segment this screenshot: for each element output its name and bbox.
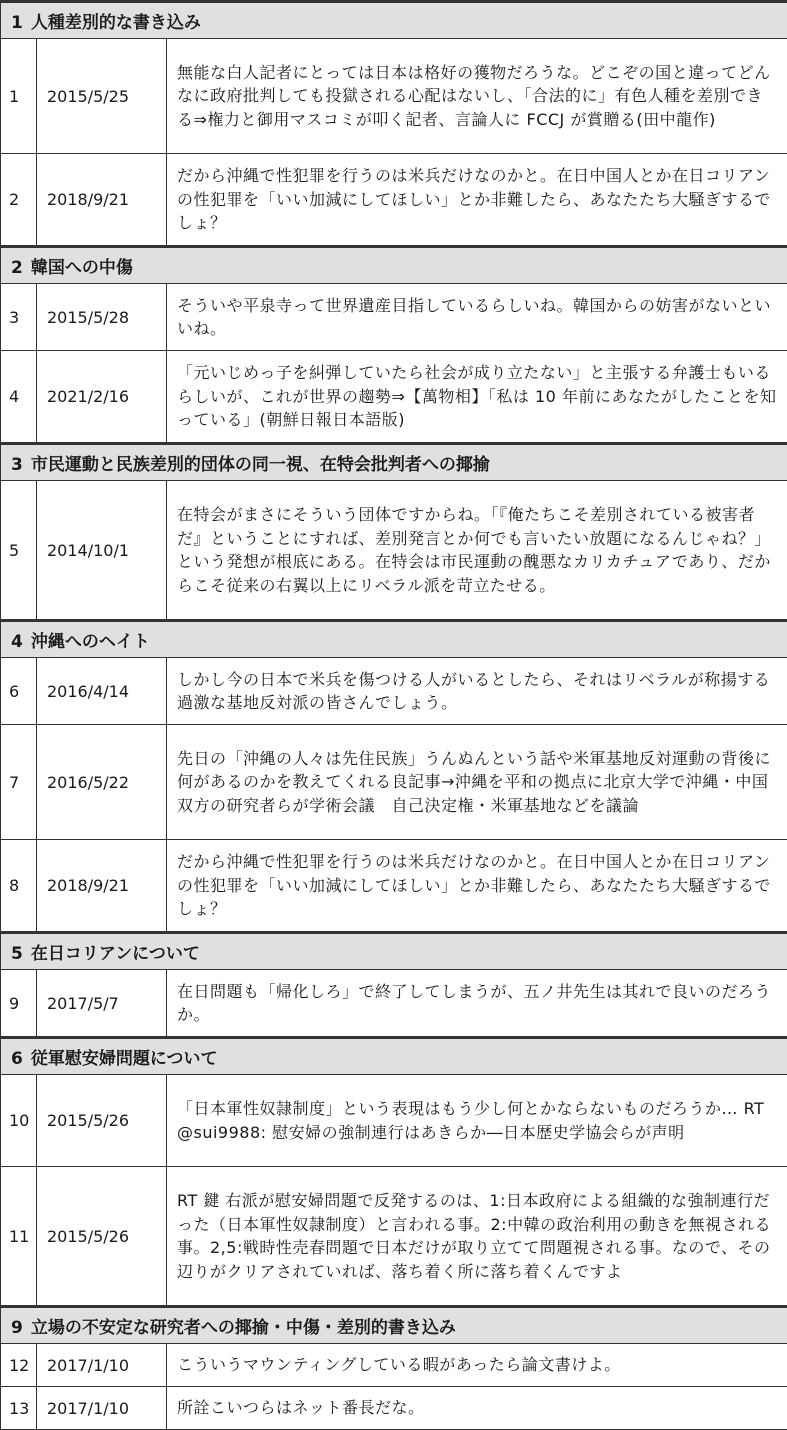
row-number: 8 [1, 840, 37, 933]
section-title: 立場の不安定な研究者への揶揄・中傷・差別的書き込み [31, 1318, 456, 1338]
row-date: 2018/9/21 [37, 840, 167, 933]
row-number: 6 [1, 658, 37, 725]
row-date: 2018/9/21 [37, 154, 167, 247]
section-header [1, 1038, 787, 1075]
section-header [1, 2, 787, 39]
row-text: 「日本軍性奴隷制度」という表現はもう少し何とかならないものだろうか… RT @sui9988: 慰安婦の強制連行はあきらか―日本歴史学協会らが声明 [167, 1075, 787, 1167]
row-text: だから沖縄で性犯罪を行うのは米兵だけなのかと。在日中国人とか在日コリアンの性犯罪を「いい加減にしてほしい」とか非難したら、あなたたち大騒ぎするでしょ？ [167, 154, 787, 247]
section-header [1, 1307, 787, 1344]
row-date: 2021/2/16 [37, 351, 167, 444]
row-date: 2017/5/7 [37, 970, 167, 1038]
row-number: 5 [1, 481, 37, 621]
row-date: 2016/5/22 [37, 725, 167, 840]
table-row [1, 725, 787, 840]
table-row [1, 351, 787, 444]
row-date: 2015/5/25 [37, 39, 167, 154]
section-title: 韓国への中傷 [31, 258, 133, 278]
row-text: こういうマウンティングしている暇があったら論文書けよ。 [167, 1344, 787, 1387]
table-row [1, 1344, 787, 1387]
table-row [1, 39, 787, 154]
table-row [1, 658, 787, 725]
row-text: 「元いじめっ子を糾弾していたら社会が成り立たない」と主張する弁護士もいるらしいが、これが世界の趨勢⇒【萬物相】「私は 10 年前にあなたがしたことを知っている」(朝鮮日報日本語版) [167, 351, 787, 444]
row-text: RT 鍵 右派が慰安婦問題で反発するのは、1:日本政府による組織的な強制連行だった（日本軍性奴隷制度）と言われる事。2:中韓の政治利用の動きを無視される事。2,5:戦時性売春問題で日本だけが取り立てて問題視される事。なので、その辺りがクリアされていれば、落ち着く所に落ち着くんですよ [167, 1167, 787, 1307]
row-text: だから沖縄で性犯罪を行うのは米兵だけなのかと。在日中国人とか在日コリアンの性犯罪を「いい加減にしてほしい」とか非難したら、あなたたち大騒ぎするでしょ？ [167, 840, 787, 933]
row-text: しかし今の日本で米兵を傷つける人がいるとしたら、それはリベラルが称揚する過激な基地反対派の皆さんでしょう。 [167, 658, 787, 725]
row-number: 1 [1, 39, 37, 154]
row-number: 7 [1, 725, 37, 840]
table-row [1, 1387, 787, 1430]
section-title: 沖縄へのヘイト [31, 632, 150, 652]
row-number: 10 [1, 1075, 37, 1167]
row-text: 無能な白人記者にとっては日本は格好の獲物だろうな。どこぞの国と違ってどんなに政府批判しても投獄される心配はないし、「合法的に」有色人種を差別できる⇒権力と御用マスコミが叩く記者、言論人に FCCJ が賞贈る(田中龍作) [167, 39, 787, 154]
row-number: 13 [1, 1387, 37, 1430]
table-row [1, 284, 787, 351]
section-title: 従軍慰安婦問題について [31, 1049, 218, 1069]
row-text: 先日の「沖縄の人々は先住民族」うんぬんという話や米軍基地反対運動の背後に何があるのかを教えてくれる良記事→沖縄を平和の拠点に北京大学で沖縄・中国双方の研究者らが学術会議 自己決定権・米軍基地などを議論 [167, 725, 787, 840]
section-number: 6 [11, 1049, 23, 1069]
row-number: 4 [1, 351, 37, 444]
row-date: 2014/10/1 [37, 481, 167, 621]
row-number: 12 [1, 1344, 37, 1387]
section-header [1, 444, 787, 481]
section-number: 2 [11, 258, 23, 278]
row-text: 所詮こいつらはネット番長だな。 [167, 1387, 787, 1430]
row-text: 在特会がまさにそういう団体ですからね。「『俺たちこそ差別されている被害者だ』ということにすれば、差別発言とか何でも言いたい放題になるんじゃね？」という発想が根底にある。在特会は市民運動の醜悪なカリカチュアであり、だからこそ従来の右翼以上にリベラル派を苛立たせる。 [167, 481, 787, 621]
row-number: 9 [1, 970, 37, 1038]
row-number: 11 [1, 1167, 37, 1307]
section-header [1, 247, 787, 284]
row-text: 在日問題も「帰化しろ」で終了してしまうが、五ノ井先生は其れで良いのだろうか。 [167, 970, 787, 1038]
section-number: 9 [11, 1318, 23, 1338]
section-number: 1 [11, 13, 23, 33]
section-header [1, 933, 787, 970]
table-row [1, 1075, 787, 1167]
section-number: 3 [11, 455, 23, 475]
section-title: 市民運動と民族差別的団体の同一視、在特会批判者への揶揄 [31, 455, 490, 475]
row-date: 2017/1/10 [37, 1387, 167, 1430]
row-date: 2017/1/10 [37, 1344, 167, 1387]
section-title: 人種差別的な書き込み [31, 13, 201, 33]
row-text: そういや平泉寺って世界遺産目指しているらしいね。韓国からの妨害がないといいね。 [167, 284, 787, 351]
row-number: 2 [1, 154, 37, 247]
section-title: 在日コリアンについて [31, 944, 200, 964]
row-date: 2015/5/26 [37, 1075, 167, 1167]
section-number: 4 [11, 632, 23, 652]
row-date: 2015/5/28 [37, 284, 167, 351]
row-number: 3 [1, 284, 37, 351]
section-header [1, 621, 787, 658]
table-row [1, 840, 787, 933]
table-row [1, 481, 787, 621]
table-row [1, 970, 787, 1038]
table-row [1, 1167, 787, 1307]
table-row [1, 154, 787, 247]
row-date: 2015/5/26 [37, 1167, 167, 1307]
row-date: 2016/4/14 [37, 658, 167, 725]
section-number: 5 [11, 944, 23, 964]
